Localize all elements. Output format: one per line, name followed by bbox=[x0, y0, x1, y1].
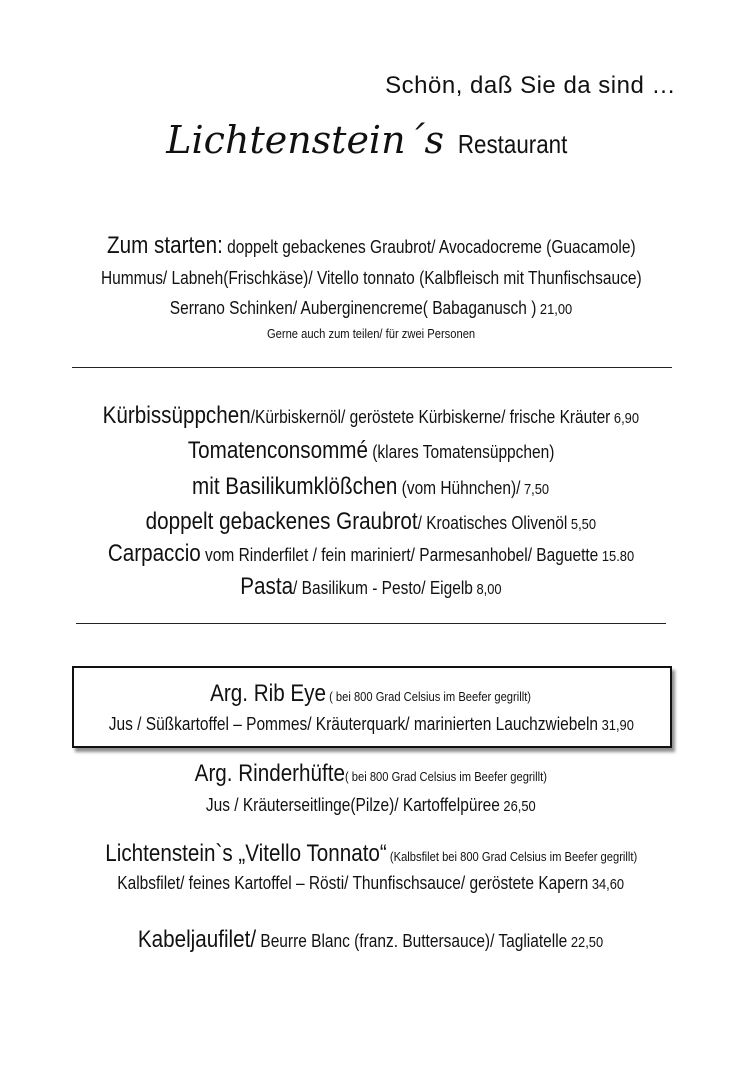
menu-item-kabeljau bbox=[0, 926, 742, 954]
starters-line-3-desc: Serrano Schinken/ Auberginencreme( Babaganusch ) bbox=[169, 298, 537, 318]
divider-2 bbox=[76, 623, 666, 624]
starters-note-text: Gerne auch zum teilen/ für zwei Personen bbox=[266, 326, 476, 341]
item-desc: / Kroatisches Olivenöl bbox=[417, 513, 568, 533]
item-name: Kabeljaufilet/ bbox=[138, 926, 257, 953]
menu-item-rinderhuefte bbox=[0, 760, 742, 788]
item-price: 6,90 bbox=[610, 410, 640, 427]
brand-name: Lichtenstein´s bbox=[166, 118, 445, 162]
item-desc: vom Rinderfilet / fein mariniert/ Parmesanhobel/ Baguette bbox=[200, 545, 599, 565]
item-price: 22,50 bbox=[567, 934, 604, 951]
menu-item-graubrot bbox=[0, 508, 742, 536]
item-price: 34,60 bbox=[588, 876, 625, 893]
menu-item-pasta bbox=[0, 573, 742, 601]
item-name: Kürbissüppchen bbox=[102, 402, 251, 429]
starters-title: Zum starten: bbox=[106, 232, 223, 259]
item-desc: /Kürbiskernöl/ geröstete Kürbiskerne/ frische Kräuter bbox=[250, 407, 611, 427]
item-note: ( bei 800 Grad Celsius im Beefer gegrillt) bbox=[345, 769, 548, 784]
item-desc: Jus / Süßkartoffel – Pommes/ Kräuterquark/ marinierten Lauchzwiebeln bbox=[108, 714, 598, 734]
item-name: Carpaccio bbox=[107, 540, 201, 567]
menu-item-basilikum bbox=[0, 473, 742, 501]
menu-item-carpaccio bbox=[0, 540, 742, 568]
item-price: 5,50 bbox=[567, 516, 597, 533]
item-desc: (vom Hühnchen)/ bbox=[397, 478, 521, 498]
starters-price: 21,00 bbox=[536, 301, 573, 318]
menu-item-kuerbis bbox=[0, 402, 742, 430]
restaurant-title bbox=[0, 118, 742, 162]
divider-1 bbox=[72, 367, 672, 368]
item-desc: (klares Tomatensüppchen) bbox=[367, 442, 555, 462]
item-note: ( bei 800 Grad Celsius im Beefer gegrillt) bbox=[326, 689, 532, 704]
item-price: 26,50 bbox=[500, 798, 536, 815]
menu-item-rib-eye bbox=[0, 680, 742, 708]
item-price: 31,90 bbox=[597, 717, 634, 734]
item-name: mit Basilikumklößchen bbox=[192, 473, 398, 500]
item-name: Tomatenconsommé bbox=[187, 437, 368, 464]
starters-note bbox=[0, 325, 742, 343]
starters-line-1-desc: doppelt gebackenes Graubrot/ Avocadocreme (Guacamole) bbox=[222, 237, 636, 257]
starters-line-1 bbox=[0, 232, 742, 260]
menu-item-vitello-desc bbox=[0, 873, 742, 894]
starters-line-2-desc: Hummus/ Labneh(Frischkäse)/ Vitello tonnato (Kalbfleisch mit Thunfischsauce) bbox=[100, 268, 642, 288]
item-desc: Beurre Blanc (franz. Buttersauce)/ Tagliatelle bbox=[256, 931, 568, 951]
starters-line-3 bbox=[0, 298, 742, 319]
item-desc: Kalbsfilet/ feines Kartoffel – Rösti/ Thunfischsauce/ geröstete Kapern bbox=[117, 873, 589, 893]
item-note: (Kalbsfilet bei 800 Grad Celsius im Beefer gegrillt) bbox=[386, 849, 637, 864]
item-desc: / Basilikum - Pesto/ Eigelb bbox=[293, 578, 473, 598]
item-name: doppelt gebackenes Graubrot bbox=[145, 508, 418, 535]
item-name: Arg. Rinderhüfte bbox=[194, 760, 346, 787]
item-name: Lichtenstein`s „Vitello Tonnato“ bbox=[105, 840, 387, 867]
menu-item-vitello bbox=[0, 840, 742, 868]
item-price: 7,50 bbox=[520, 481, 550, 498]
brand-suffix: Restaurant bbox=[457, 129, 567, 159]
item-price: 15.80 bbox=[598, 548, 635, 565]
item-name: Pasta bbox=[240, 573, 294, 600]
item-name: Arg. Rib Eye bbox=[210, 680, 327, 707]
menu-item-rinderhuefte-desc bbox=[0, 795, 742, 816]
menu-item-tomaten bbox=[0, 437, 742, 465]
item-price: 8,00 bbox=[472, 581, 502, 598]
greeting: Schön, daß Sie da sind … bbox=[385, 72, 676, 99]
menu-item-rib-eye-desc bbox=[0, 714, 742, 735]
starters-line-2 bbox=[0, 268, 742, 289]
item-desc: Jus / Kräuterseitlinge(Pilze)/ Kartoffelpüree bbox=[206, 795, 501, 815]
